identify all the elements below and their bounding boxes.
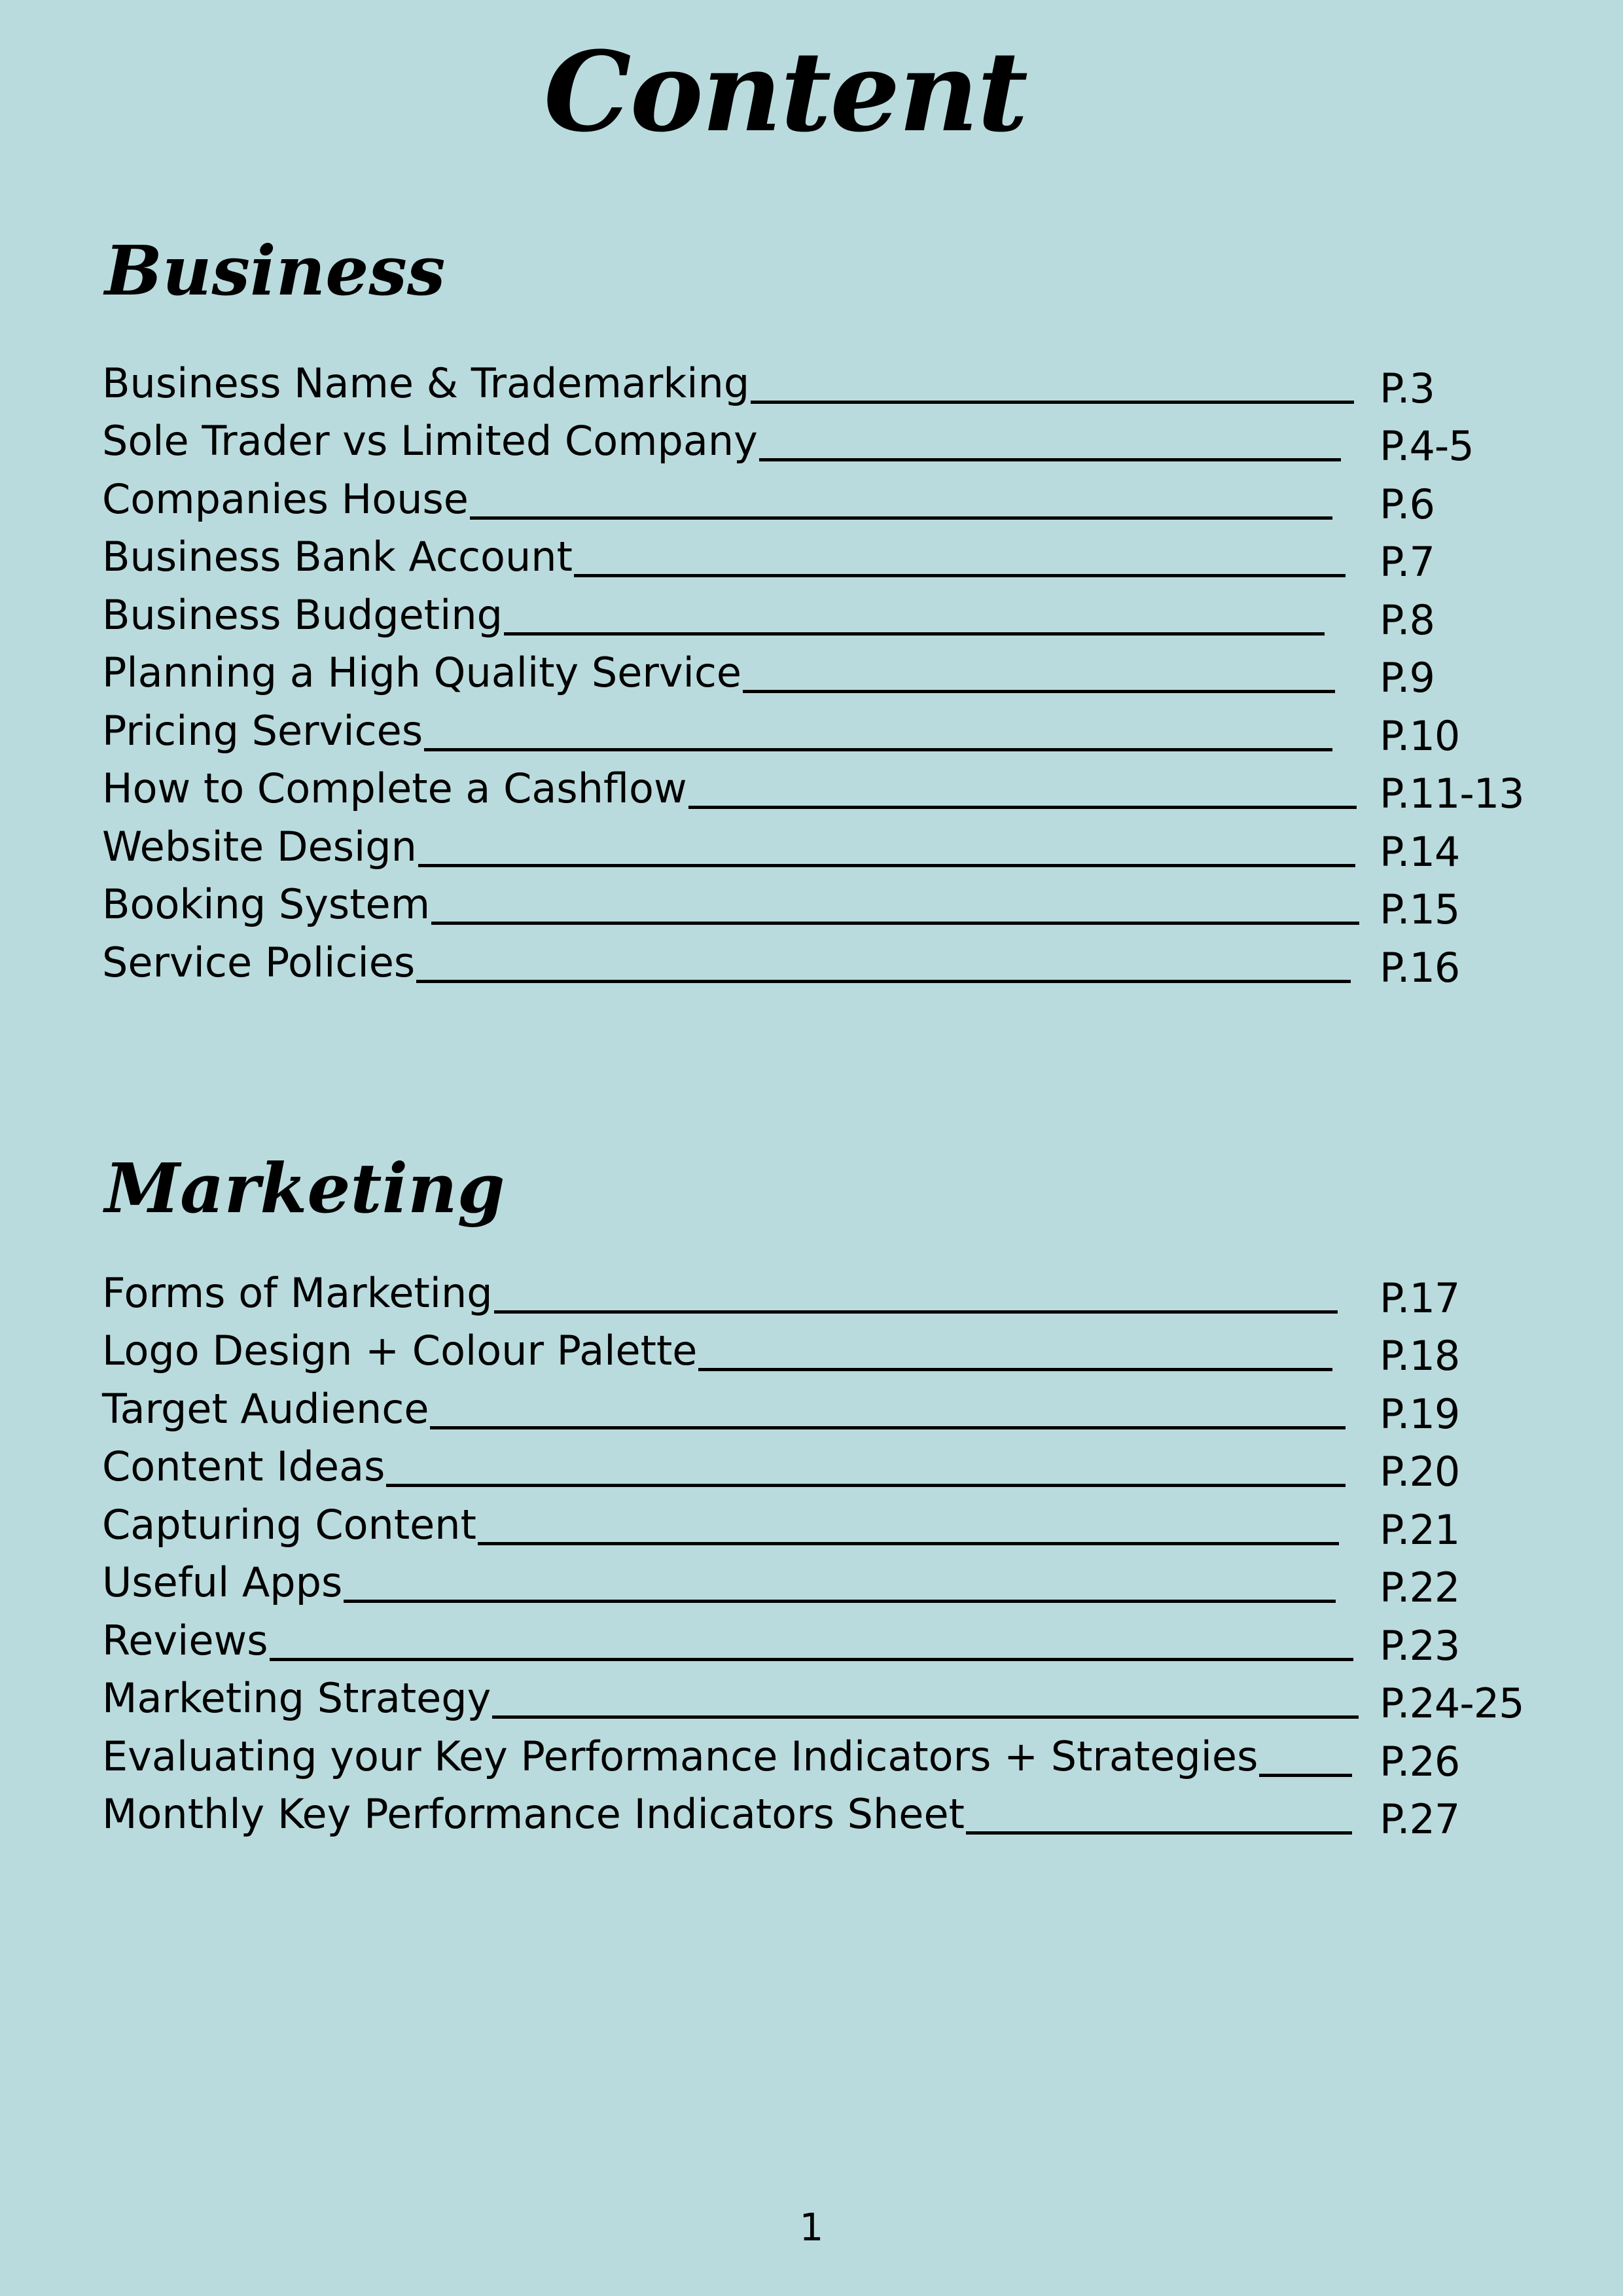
toc-page: P.3 <box>1380 364 1435 412</box>
leader-line <box>109 1658 1353 1661</box>
toc-row[interactable] <box>102 416 1575 474</box>
toc-label: Service Policies <box>102 938 416 986</box>
toc-row[interactable] <box>102 705 1575 763</box>
toc-label: Website Design <box>102 822 417 870</box>
toc-page: P.17 <box>1380 1274 1460 1322</box>
toc-row[interactable] <box>102 647 1575 706</box>
toc-label: Target Audience <box>102 1384 429 1433</box>
toc-row[interactable] <box>102 1383 1575 1441</box>
toc-row[interactable] <box>102 1615 1575 1673</box>
toc-label: Evaluating your Key Performance Indicators + Strategies <box>102 1732 1258 1780</box>
toc-row[interactable] <box>102 589 1575 647</box>
toc-page: P.22 <box>1380 1564 1460 1611</box>
toc-label: Pricing Services <box>102 706 423 755</box>
toc-label: Sole Trader vs Limited Company <box>102 417 758 465</box>
toc-page: P.27 <box>1380 1795 1460 1843</box>
toc-label: Business Budgeting <box>102 590 503 639</box>
toc-label: Monthly Key Performance Indicators Sheet <box>102 1790 965 1838</box>
marketing-toc-list <box>102 1267 1575 1846</box>
toc-label: Content Ideas <box>102 1443 385 1490</box>
toc-page: P.24-25 <box>1380 1679 1524 1727</box>
toc-page: P.23 <box>1380 1621 1460 1670</box>
toc-label: Forms of Marketing <box>102 1268 493 1317</box>
toc-label: Logo Design + Colour Palette <box>102 1327 698 1374</box>
toc-label: Companies House <box>102 475 469 523</box>
marketing-heading: Marketing <box>105 1148 505 1229</box>
toc-row[interactable] <box>102 821 1575 879</box>
toc-page: P.19 <box>1380 1390 1460 1438</box>
toc-page: P.26 <box>1380 1737 1460 1785</box>
toc-row[interactable] <box>102 937 1575 995</box>
toc-label: Capturing Content <box>102 1500 476 1549</box>
toc-row[interactable] <box>102 1325 1575 1384</box>
toc-row[interactable] <box>102 1499 1575 1557</box>
toc-page: P.4-5 <box>1380 422 1474 470</box>
toc-row[interactable] <box>102 1731 1575 1789</box>
toc-label: How to Complete a Cashflow <box>102 764 687 812</box>
toc-row[interactable] <box>102 357 1575 416</box>
toc-page: P.18 <box>1380 1332 1460 1380</box>
toc-row[interactable] <box>102 531 1575 590</box>
toc-row[interactable] <box>102 1557 1575 1615</box>
toc-label: Marketing Strategy <box>102 1674 491 1722</box>
business-toc-list <box>102 357 1575 995</box>
toc-row[interactable] <box>102 1789 1575 1847</box>
toc-row[interactable] <box>102 473 1575 531</box>
page-number: 1 <box>799 2205 824 2250</box>
toc-row[interactable] <box>102 879 1575 937</box>
toc-label: Business Name & Trademarking <box>102 359 750 407</box>
toc-label: Booking System <box>102 880 431 928</box>
toc-page: P.21 <box>1380 1505 1460 1554</box>
toc-row[interactable] <box>102 1673 1575 1731</box>
toc-page: P.9 <box>1380 654 1435 702</box>
toc-row[interactable] <box>102 1267 1575 1325</box>
toc-page: P.6 <box>1380 480 1435 528</box>
toc-row[interactable] <box>102 763 1575 821</box>
toc-label: Reviews <box>102 1616 268 1664</box>
toc-label: Business Bank Account <box>102 533 573 581</box>
toc-page: P.16 <box>1380 943 1460 992</box>
toc-label: Planning a High Quality Service <box>102 649 742 696</box>
toc-label: Useful Apps <box>102 1558 343 1606</box>
toc-page: P.10 <box>1380 711 1460 760</box>
toc-page: P.11-13 <box>1380 770 1524 817</box>
toc-row[interactable] <box>102 1441 1575 1499</box>
business-heading: Business <box>105 230 446 311</box>
toc-page: P.8 <box>1380 596 1435 644</box>
toc-page: P.20 <box>1380 1448 1460 1496</box>
toc-page: P.7 <box>1380 538 1435 586</box>
page-title: Content <box>543 27 1027 156</box>
toc-page: P.14 <box>1380 827 1460 876</box>
toc-page: P.15 <box>1380 886 1460 933</box>
